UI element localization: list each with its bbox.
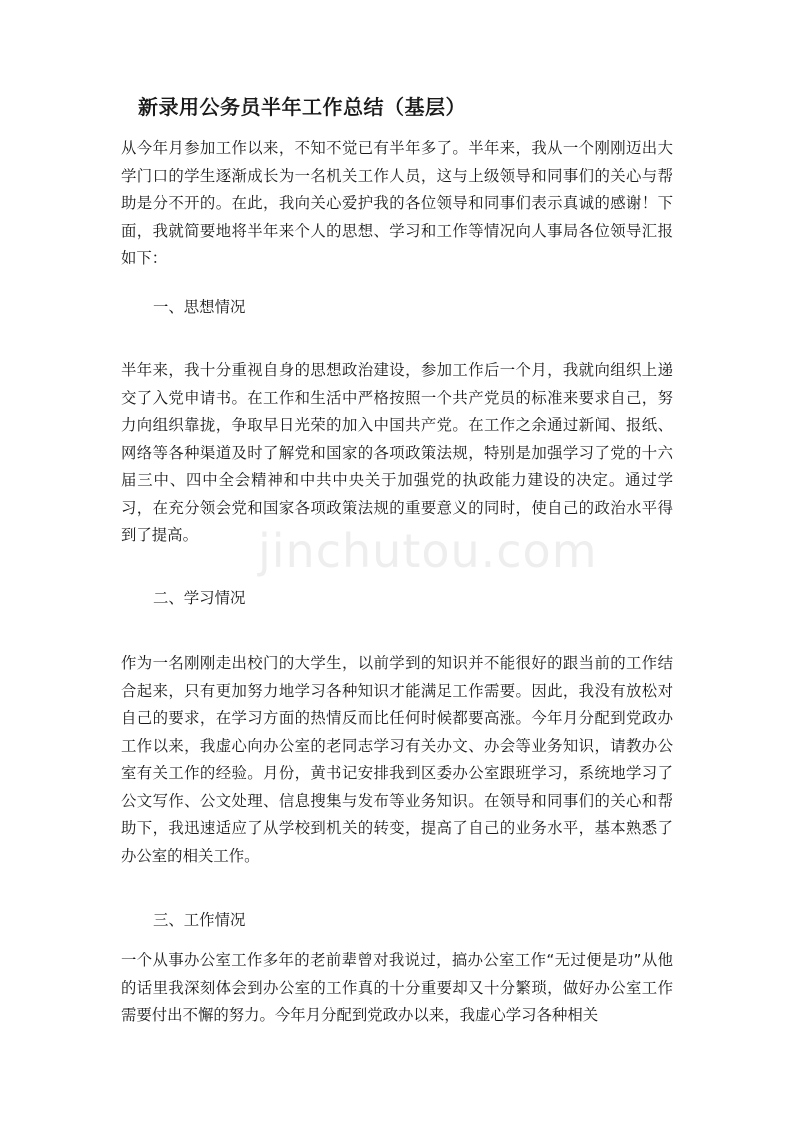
section-text-work: 一个从事办公室工作多年的老前辈曾对我说过，搞办公室工作“无过便是功”从他的话里我深刻体会到办公室的工作真的十分重要却又十分繁琐，做好办公室工作需要付出不懈的努力。今年月分配到党政办以来，我虚心学习各种相关 [121,951,673,1024]
document-title: 新录用公务员半年工作总结（基层） [138,95,466,119]
watermark-text: jinchutou.com [258,524,598,578]
section-text-study: 作为一名刚刚走出校门的大学生，以前学到的知识并不能很好的跟当前的工作结合起来，只有更加努力地学习各种知识才能满足工作需要。因此，我没有放松对自己的要求，在学习方面的热情反而比任何时候都要高涨。今年月分配到党政办工作以来，我虚心向办公室的老同志学习有关办文、办会等业务知识，请教办公室有关工作的经验。月份，黄书记安排我到区委办公室跟班学习，系统地学习了公文写作、公文处理、信息搜集与发布等业务知识。在领导和同事们的关心和帮助下，我迅速适应了从学校到机关的转变，提高了自己的业务水平，基本熟悉了办公室的相关工作。 [121,654,673,865]
section-text-thought: 半年来，我十分重视自身的思想政治建设，参加工作后一个月，我就向组织上递交了入党申请书。在工作和生活中严格按照一个共产党员的标准来要求自己，努力向组织靠拢，争取早日光荣的加入中国共产党。在工作之余通过新闻、报纸、网络等各种渠道及时了解党和国家的各项政策法规，特别是加强学习了党的十六届三中、四中全会精神和中共中央关于加强党的执政能力建设的决定。通过学习，在充分领会党和国家各项政策法规的重要意义的同时，使自己的政治水平得到了提高。 [121,361,673,544]
intro-paragraph: 从今年月参加工作以来，不知不觉已有半年多了。半年来，我从一个刚刚迈出大学门口的学生逐渐成长为一名机关工作人员，这与上级领导和同事们的关心与帮助是分不开的。在此，我向关心爱护我的各位领导和同事们表示真诚的感谢！下面，我就简要地将半年来个人的思想、学习和工作等情况向人事局各位领导汇报如下： [121,139,673,267]
section-heading-study: 二、学习情况 [153,589,246,607]
section-heading-work: 三、工作情况 [153,911,246,929]
section-heading-thought: 一、思想情况 [153,298,246,316]
